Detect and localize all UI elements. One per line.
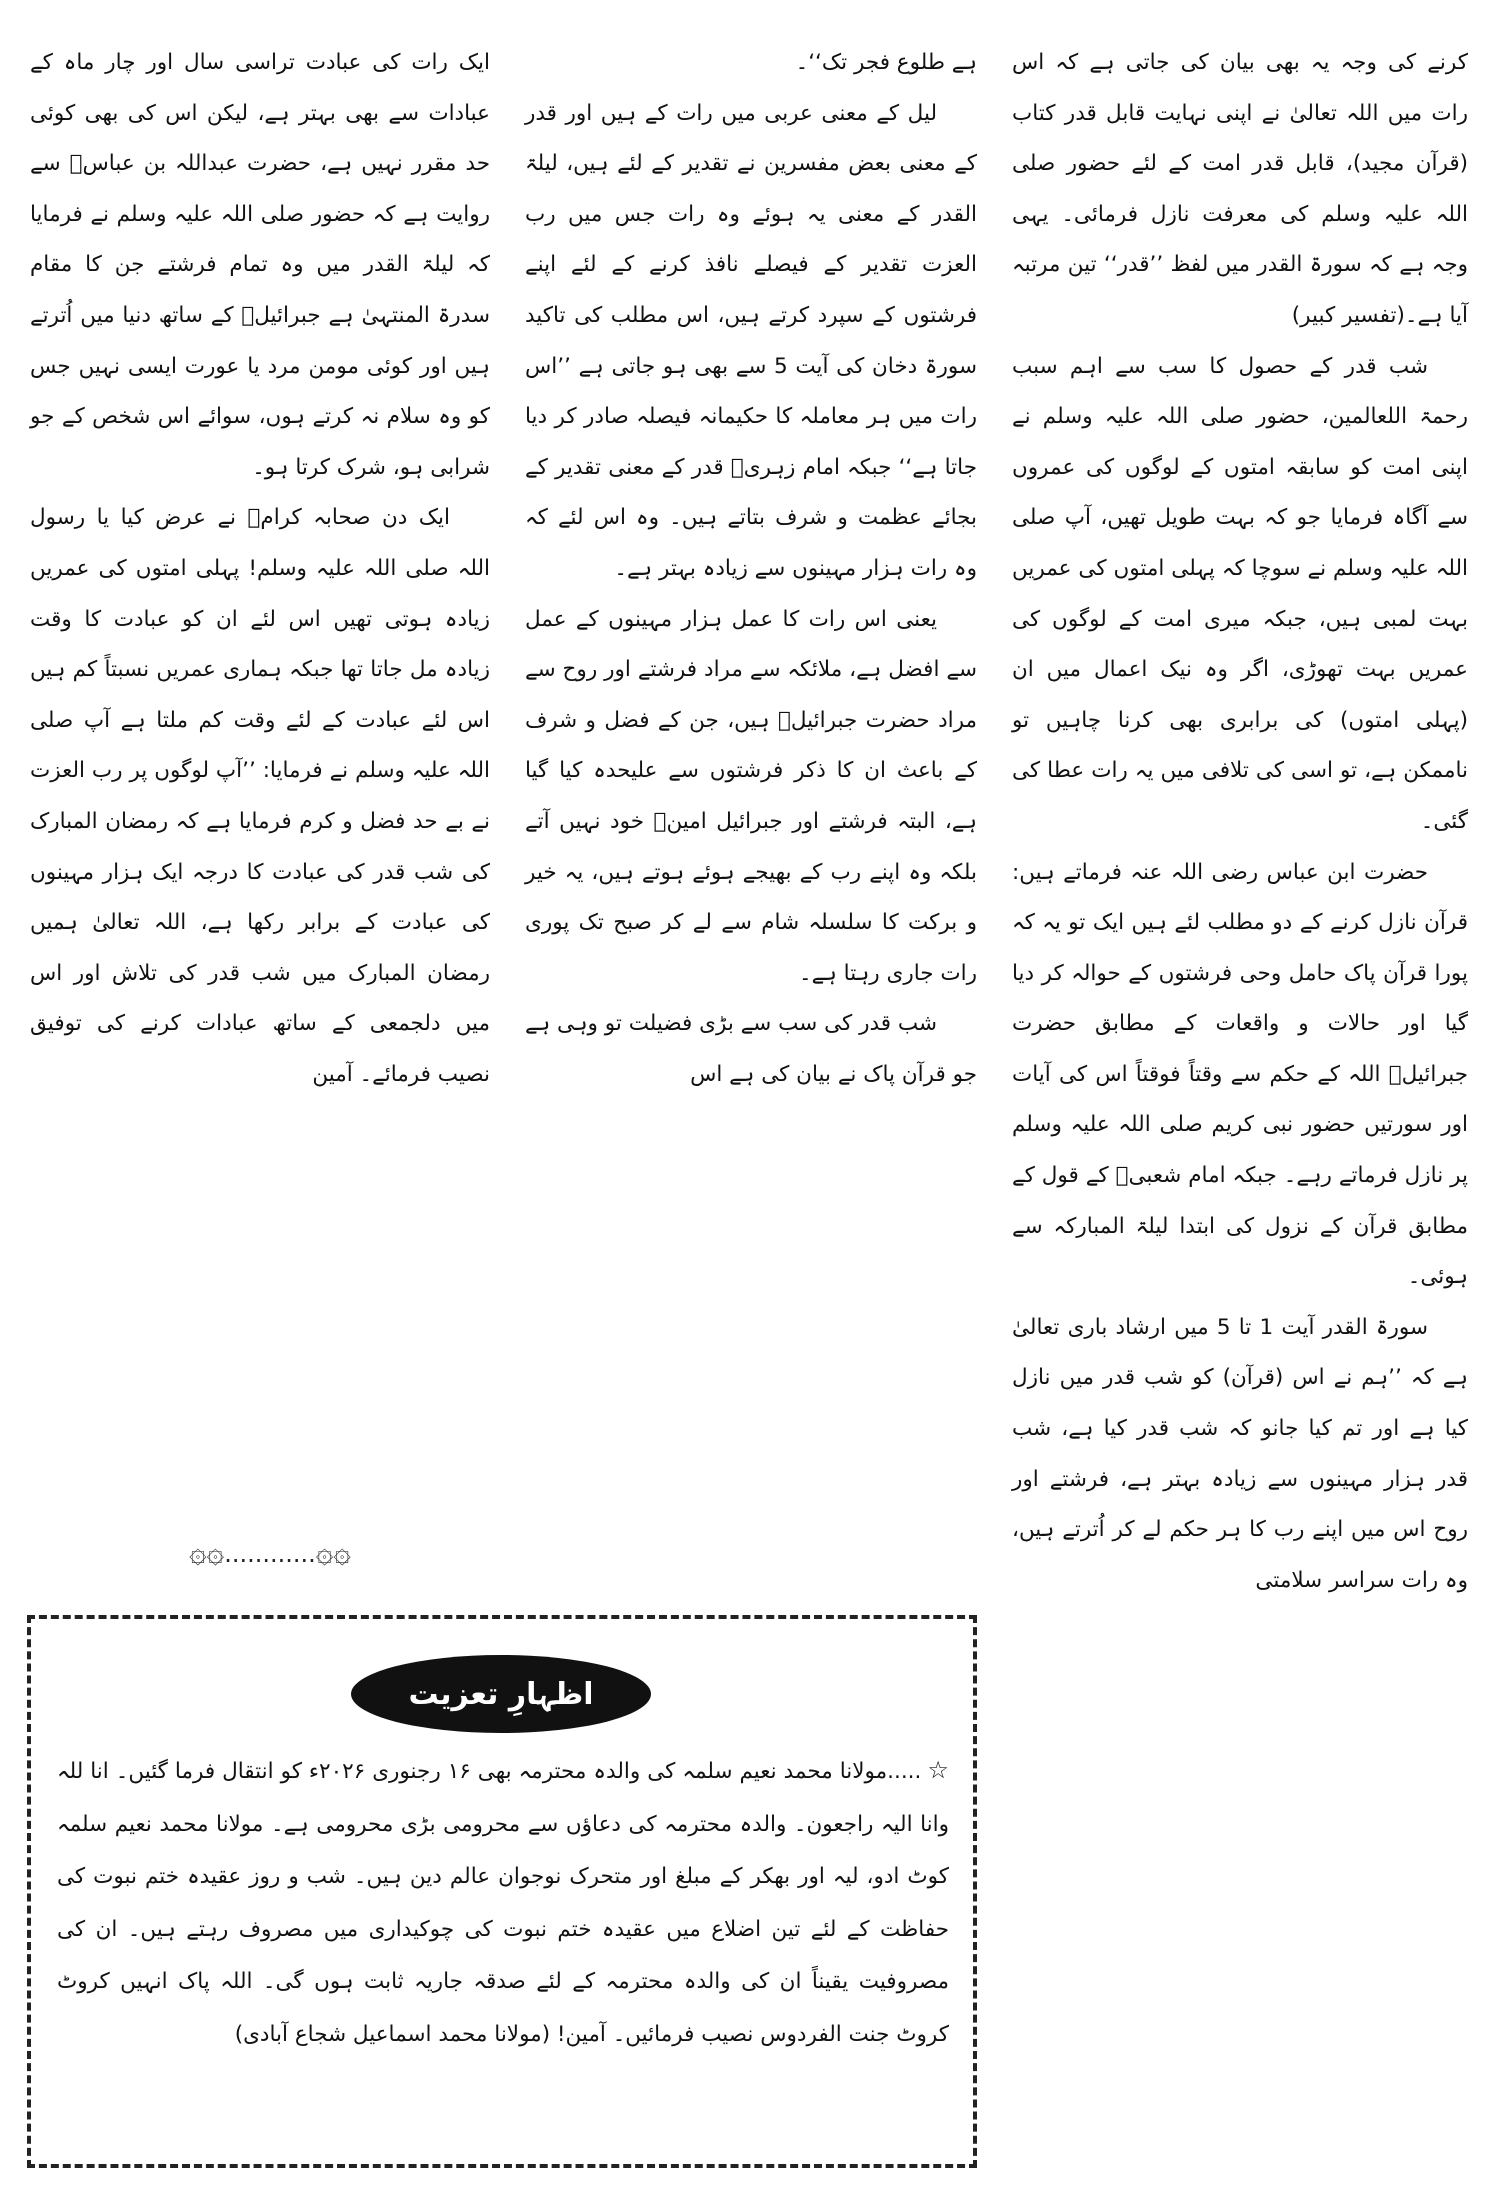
article-column-right (1012, 38, 1468, 1606)
flower-ornament-icon: ۞ (189, 1535, 207, 1570)
paragraph: کرنے کی وجہ یہ بھی بیان کی جاتی ہے کہ اس رات میں اللہ تعالیٰ نے اپنی نہایت قابل قدر کتاب (قرآن مجید)، قابل قدر امت کے لئے حضور صلی اللہ علیہ وسلم کی معرفت نازل فرمائی۔ یہی وجہ ہے کہ سورۃ القدر میں لفظ ’’قدر‘‘ تین مرتبہ آیا ہے۔(تفسیر کبیر) (1012, 50, 1468, 328)
paragraph: شب قدر کی سب سے بڑی فضیلت تو وہی ہے جو قرآن پاک نے بیان کی ہے اس (525, 1011, 977, 1087)
article-column-middle (525, 38, 977, 1100)
paragraph: لیل کے معنی عربی میں رات کے ہیں اور قدر کے معنی بعض مفسرین نے تقدیر کے لئے ہیں، لیلۃ القدر کے معنی یہ ہوئے وہ رات جس میں رب العزت تقدیر کے فیصلے نافذ کرنے کے لئے اپنے فرشتوں کے سپرد کرتے ہیں، اس مطلب کی تاکید سورۃ دخان کی آیت 5 سے بھی ہو جاتی ہے ’’اس رات میں ہر معاملہ کا حکیمانہ فیصلہ صادر کر دیا جاتا ہے‘‘ جبکہ امام زہریؒ قدر کے معنی تقدیر کے بجائے عظمت و شرف بتاتے ہیں۔ وہ اس لئے کہ وہ رات ہزار مہینوں سے زیادہ بہتر ہے۔ (525, 100, 977, 581)
section-divider (95, 1535, 445, 1570)
flower-ornament-icon: ۞ (315, 1535, 334, 1570)
condolence-title: اظہارِ تعزیت (408, 1676, 594, 1712)
paragraph: سورۃ القدر آیت 1 تا 5 میں ارشاد باری تعالیٰ ہے کہ ’’ہم نے اس (قرآن) کو شب قدر میں نازل کیا ہے اور تم کیا جانو کہ شب قدر کیا ہے، شب قدر ہزار مہینوں سے زیادہ بہتر ہے، فرشتے اور روح اس میں اپنے رب کا ہر حکم لے کر اُترتے ہیں، وہ رات سراسر سلامتی (1012, 1314, 1468, 1593)
condolence-title-badge (351, 1655, 651, 1733)
paragraph: ایک رات کی عبادت تراسی سال اور چار ماہ کے عبادات سے بھی بہتر ہے، لیکن اس کی بھی کوئی حد مقرر نہیں ہے، حضرت عبداللہ بن عباسؓ سے روایت ہے کہ حضور صلی اللہ علیہ وسلم نے فرمایا کہ لیلۃ القدر میں وہ تمام فرشتے جن کا مقام سدرۃ المنتہیٰ ہے جبرائیلؑ کے ساتھ دنیا میں اُترتے ہیں اور کوئی مومن مرد یا عورت ایسی نہیں جس کو وہ سلام نہ کرتے ہوں، سوائے اس شخص کے جو شرابی ہو، شرک کرتا ہو۔ (30, 50, 490, 480)
divider-dots: ............ (224, 1540, 316, 1568)
flower-ornament-icon: ۞ (206, 1535, 225, 1570)
article-column-left (30, 38, 490, 1100)
condolence-notice-box (27, 1615, 977, 2168)
paragraph: شب قدر کے حصول کا سب سے اہم سبب رحمۃ اللعالمین، حضور صلی اللہ علیہ وسلم نے اپنی امت کو سابقہ امتوں کے لوگوں کی عمروں سے آگاہ فرمایا جو کہ بہت طویل تھیں، آپ صلی اللہ علیہ وسلم نے سوچا کہ پہلی امتوں کی عمریں بہت لمبی ہیں، جبکہ میری امت کے لوگوں کی عمریں بہت تھوڑی، اگر وہ نیک اعمال میں ان (پہلی امتوں) کی برابری بھی کرنا چاہیں تو ناممکن ہے، تو اسی کی تلافی میں یہ رات عطا کی گئی۔ (1012, 353, 1468, 834)
paragraph: یعنی اس رات کا عمل ہزار مہینوں کے عمل سے افضل ہے، ملائکہ سے مراد فرشتے اور روح سے مراد حضرت جبرائیلؑ ہیں، جن کے فضل و شرف کے باعث ان کا ذکر فرشتوں سے علیحدہ کیا گیا ہے، البتہ فرشتے اور جبرائیل امینؑ خود نہیں آتے بلکہ وہ اپنے رب کے بھیجے ہوئے ہوتے ہیں، یہ خیر و برکت کا سلسلہ شام سے لے کر صبح تک پوری رات جاری رہتا ہے۔ (525, 606, 977, 986)
condolence-body (57, 1744, 949, 2061)
star-icon: ☆ (927, 1756, 949, 1784)
condolence-text: .....مولانا محمد نعیم سلمہ کی والدہ محترمہ بھی ۱۶ رجنوری ۲۰۲۶ء کو انتقال فرما گئیں۔ انا للہ وانا الیہ راجعون۔ والدہ محترمہ کی دعاؤں سے محرومی بڑی محرومی ہے۔ مولانا محمد نعیم سلمہ کوٹ ادو، لیہ اور بھکر کے مبلغ اور متحرک نوجوان عالم دین ہیں۔ شب و روز عقیدہ ختم نبوت کی حفاظت کے لئے تین اضلاع میں عقیدہ ختم نبوت کی چوکیداری میں مصروف رہتے ہیں۔ ان کی مصروفیت یقیناً ان کی والدہ محترمہ کے لئے صدقہ جاریہ ثابت ہوں گی۔ اللہ پاک انہیں کروٹ کروٹ جنت الفردوس نصیب فرمائیں۔ آمین! (مولانا محمد اسماعیل شجاع آبادی) (57, 1759, 949, 2047)
paragraph: ہے طلوع فجر تک‘‘۔ (795, 50, 977, 75)
flower-ornament-icon: ۞ (333, 1535, 351, 1570)
paragraph: ایک دن صحابہ کرامؓ نے عرض کیا یا رسول اللہ صلی اللہ علیہ وسلم! پہلی امتوں کی عمریں زیادہ ہوتی تھیں اس لئے ان کو عبادت کا وقت زیادہ مل جاتا تھا جبکہ ہماری عمریں نسبتاً کم ہیں اس لئے عبادت کے لئے وقت کم ملتا ہے آپ صلی اللہ علیہ وسلم نے فرمایا: ’’آپ لوگوں پر رب العزت نے بے حد فضل و کرم فرمایا ہے کہ رمضان المبارک کی شب قدر کی عبادت کا درجہ ایک ہزار مہینوں کی عبادت کے برابر رکھا ہے، اللہ تعالیٰ ہمیں رمضان المبارک میں شب قدر کی تلاش اور اس میں دلجمعی کے ساتھ عبادات کرنے کی توفیق نصیب فرمائے۔ آمین (30, 505, 490, 1087)
paragraph: حضرت ابن عباس رضی اللہ عنہ فرماتے ہیں: قرآن نازل کرنے کے دو مطلب لئے ہیں ایک تو یہ کہ پورا قرآن پاک حامل وحی فرشتوں کے حوالہ کر دیا گیا اور حالات و واقعات کے مطابق حضرت جبرائیلؑ اللہ کے حکم سے وقتاً فوقتاً اس کی آیات اور سورتیں حضور نبی کریم صلی اللہ علیہ وسلم پر نازل فرماتے رہے۔ جبکہ امام شعبیؒ کے قول کے مطابق قرآن کے نزول کی ابتدا لیلۃ المبارکہ سے ہوئی۔ (1012, 859, 1468, 1290)
